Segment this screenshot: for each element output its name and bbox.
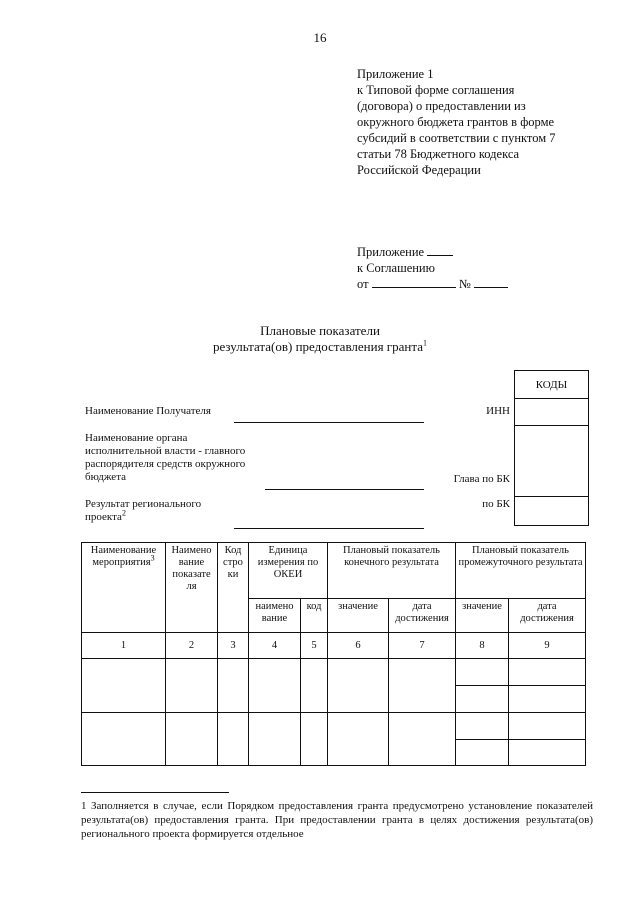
table-cell[interactable] (456, 659, 509, 686)
agreement-label: к Соглашению (357, 261, 435, 275)
header-indicator-name: Наимено вание показате ля (166, 543, 218, 633)
header-interim-date: дата достижения (509, 599, 586, 633)
annex-line: статьи 78 Бюджетного кодекса (357, 147, 520, 161)
table-cell[interactable] (389, 659, 456, 713)
column-number: 8 (456, 633, 509, 659)
recipient-line[interactable] (234, 422, 424, 423)
project-line-blank[interactable] (234, 528, 424, 529)
codes-box (514, 370, 589, 526)
project-label (85, 498, 201, 524)
column-number: 7 (389, 633, 456, 659)
project-line1: Результат регионального (85, 498, 202, 510)
bk-code-cell[interactable] (515, 497, 589, 526)
head-bk-code-cell[interactable] (515, 426, 589, 497)
table-cell[interactable] (456, 740, 509, 766)
table-row (82, 713, 586, 740)
table-cell[interactable] (389, 713, 456, 766)
table-cell[interactable] (509, 659, 586, 686)
table-cell[interactable] (509, 740, 586, 766)
table-cell[interactable] (249, 713, 301, 766)
header-final-date: дата достижения (389, 599, 456, 633)
footnote-divider (81, 792, 229, 793)
column-number: 5 (301, 633, 328, 659)
table-cell[interactable] (166, 713, 218, 766)
authority-line: Наименование органа (85, 432, 188, 444)
head-bk-label: Глава по БК (453, 473, 510, 485)
header-final-result: Плановый показатель конечного результата (328, 543, 456, 599)
annex-number-blank[interactable] (427, 244, 453, 256)
annex-label: Приложение (357, 245, 425, 259)
date-label: от (357, 277, 369, 291)
annex-header (357, 66, 607, 178)
header-unit: Единица измерения по ОКЕИ (249, 543, 328, 599)
annex-line: к Типовой форме соглашения (357, 83, 515, 97)
footnote-text: 1 Заполняется в случае, если Порядком предоставления гранта предусмотрено установление показателей результата(ов) предоставления гранта. При предоставлении гранта в целях достижения результата(ов) регионального проекта формируется отдельное (81, 800, 593, 840)
form-title-line2: результата(ов) предоставления гранта (213, 339, 423, 354)
table-row (82, 659, 586, 686)
table-cell[interactable] (301, 659, 328, 713)
table-cell[interactable] (509, 686, 586, 713)
form-title (0, 323, 640, 355)
table-cell[interactable] (82, 659, 166, 713)
table-cell[interactable] (218, 713, 249, 766)
table-cell[interactable] (456, 686, 509, 713)
authority-line: исполнительной власти - главного (85, 445, 246, 457)
header-text: Наименование мероприятия (90, 545, 157, 568)
authority-line: распорядителя средств окружного (85, 458, 246, 470)
header-unit-code: код (301, 599, 328, 633)
table-cell[interactable] (509, 713, 586, 740)
table-cell[interactable] (456, 713, 509, 740)
annex-line: субсидий в соответствии с пунктом 7 (357, 131, 556, 145)
column-number: 4 (249, 633, 301, 659)
inn-label: ИНН (486, 405, 510, 417)
column-number: 6 (328, 633, 389, 659)
table-cell[interactable] (82, 713, 166, 766)
authority-label (85, 432, 245, 484)
project-line2: проекта (85, 511, 122, 523)
number-blank[interactable] (474, 276, 508, 288)
table-cell[interactable] (249, 659, 301, 713)
number-label: № (458, 277, 471, 291)
column-number: 9 (509, 633, 586, 659)
column-number: 3 (218, 633, 249, 659)
codes-header: КОДЫ (515, 371, 589, 399)
table-cell[interactable] (328, 659, 389, 713)
annex-line: Российской Федерации (357, 163, 481, 177)
footnote-ref: 3 (150, 553, 155, 563)
table-cell[interactable] (218, 659, 249, 713)
date-blank[interactable] (372, 276, 456, 288)
recipient-label: Наименование Получателя (85, 405, 211, 417)
page-number: 16 (313, 30, 327, 45)
header-interim-result: Плановый показатель промежуточного результата (456, 543, 586, 599)
footnote-ref: 1 (422, 338, 427, 348)
table-cell[interactable] (328, 713, 389, 766)
by-bk-label: по БК (482, 498, 510, 510)
authority-line: бюджета (85, 471, 127, 483)
annex-line: (договора) о предоставлении из (357, 99, 526, 113)
table-cell[interactable] (166, 659, 218, 713)
indicators-table (81, 542, 586, 766)
header-unit-name: наимено вание (249, 599, 301, 633)
inn-code-cell[interactable] (515, 399, 589, 426)
form-title-line1: Плановые показатели (260, 323, 380, 338)
header-row-code: Код стро ки (218, 543, 249, 633)
header-interim-value: значение (456, 599, 509, 633)
header-event-name (82, 543, 166, 633)
footnote-ref: 2 (121, 508, 126, 518)
column-number: 1 (82, 633, 166, 659)
authority-line-blank[interactable] (265, 489, 424, 490)
column-number: 2 (166, 633, 218, 659)
annex-line: окружного бюджета грантов в форме (357, 115, 555, 129)
annex-line: Приложение 1 (357, 67, 434, 81)
agreement-annex-block (357, 244, 508, 292)
table-cell[interactable] (301, 713, 328, 766)
header-final-value: значение (328, 599, 389, 633)
